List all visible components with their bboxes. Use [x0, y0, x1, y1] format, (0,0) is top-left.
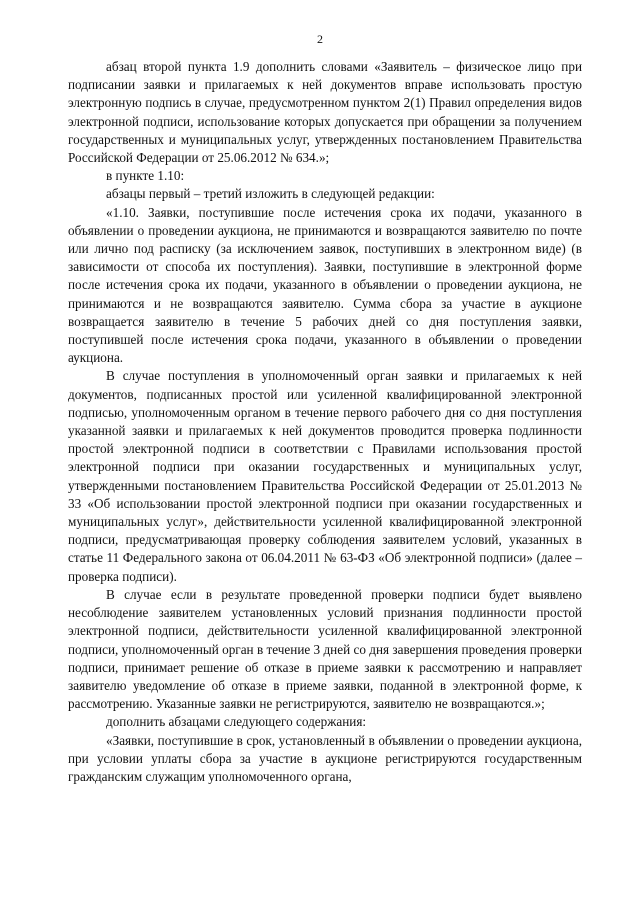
paragraph-1-10-text: «1.10. Заявки, поступившие после истечения срока их подачи, указанного в объявлении о проведении аукциона, не принимаются и возвращаются заявителю по почте или лично под расписку (за исключением заявок, поступивших в электронном виде) (в зависимости от способа их поступления). Заявки, поступившие в электронной форме после истечения срока их подачи, указанного в объявлении о проведении аукциона, не принимаются и не возвращаются заявителю. Сумма сбора за участие в аукционе возвращается заявителю в течение 5 рабочих дней со дня поступления заявки, поступившей после истечения срока подачи, указанного в объявлении о проведении аукциона. — [68, 204, 582, 366]
paragraph-amend-1-9: абзац второй пункта 1.9 дополнить словами «Заявитель – физическое лицо при подписании заявки и прилагаемых к ней документов вправе использовать простую электронную подпись в случае, предусмотренном пунктом 2(1) Правил определения видов электронной подписи, использование которых допускается при обращении за получением государственных и муниципальных услуг, утвержденных постановлением Правительства Российской Федерации от 25.06.2012 № 634.»; — [68, 59, 582, 166]
paragraph-check-result: В случае если в результате проведенной проверки подписи будет выявлено несоблюдение заявителем установленных условий признания подлинности простой электронной подписи, действительности усиленной квалифицированной электронной подписи, уполномоченный орган в течение 3 дней со дня завершения проведения проверки подписи, принимает решение об отказе в приеме заявки к рассмотрению и направляет заявителю уведомление об отказе в приеме заявки, поданной в электронной форме, к рассмотрению. Указанные заявки не регистрируются, заявителю не возвращаются.»; — [68, 586, 582, 712]
page-number: 2 — [317, 32, 323, 46]
paragraph-point-1-10: в пункте 1.10: — [106, 168, 185, 184]
paragraph-add-intro: дополнить абзацами следующего содержания: — [106, 714, 367, 730]
paragraph-new-text: «Заявки, поступившие в срок, установленный в объявлении о проведении аукциона, при условии уплаты сбора за участие в аукционе регистрируются государственным гражданским служащим уполномоченного органа, — [68, 732, 582, 784]
paragraph-signature-check: В случае поступления в уполномоченный орган заявки и прилагаемых к ней документов, подписанных простой или усиленной квалифицированной электронной подписью, уполномоченным органом в течение первого рабочего дня со дня поступления указанной заявки и прилагаемых к ней документов проводится проверка подлинности простой электронной подписи в соответствии с Правилами использования простой электронной подписи при оказании государственных и муниципальных услуг, утвержденными постановлением Правительства Российской Федерации от 25.01.2013 № 33 «Об использовании простой электронной подписи при оказании государственных и муниципальных услуг», действительности усиленной квалифицированной электронной подписи, предусматривающая проверку соблюдения заявителем условий, указанных в статье 11 Федерального закона от 06.04.2011 № 63-ФЗ «Об электронной подписи» (далее – проверка подписи). — [68, 368, 582, 584]
document-body — [68, 58, 582, 786]
paragraph-redaction-intro: абзацы первый – третий изложить в следующей редакции: — [106, 186, 435, 202]
